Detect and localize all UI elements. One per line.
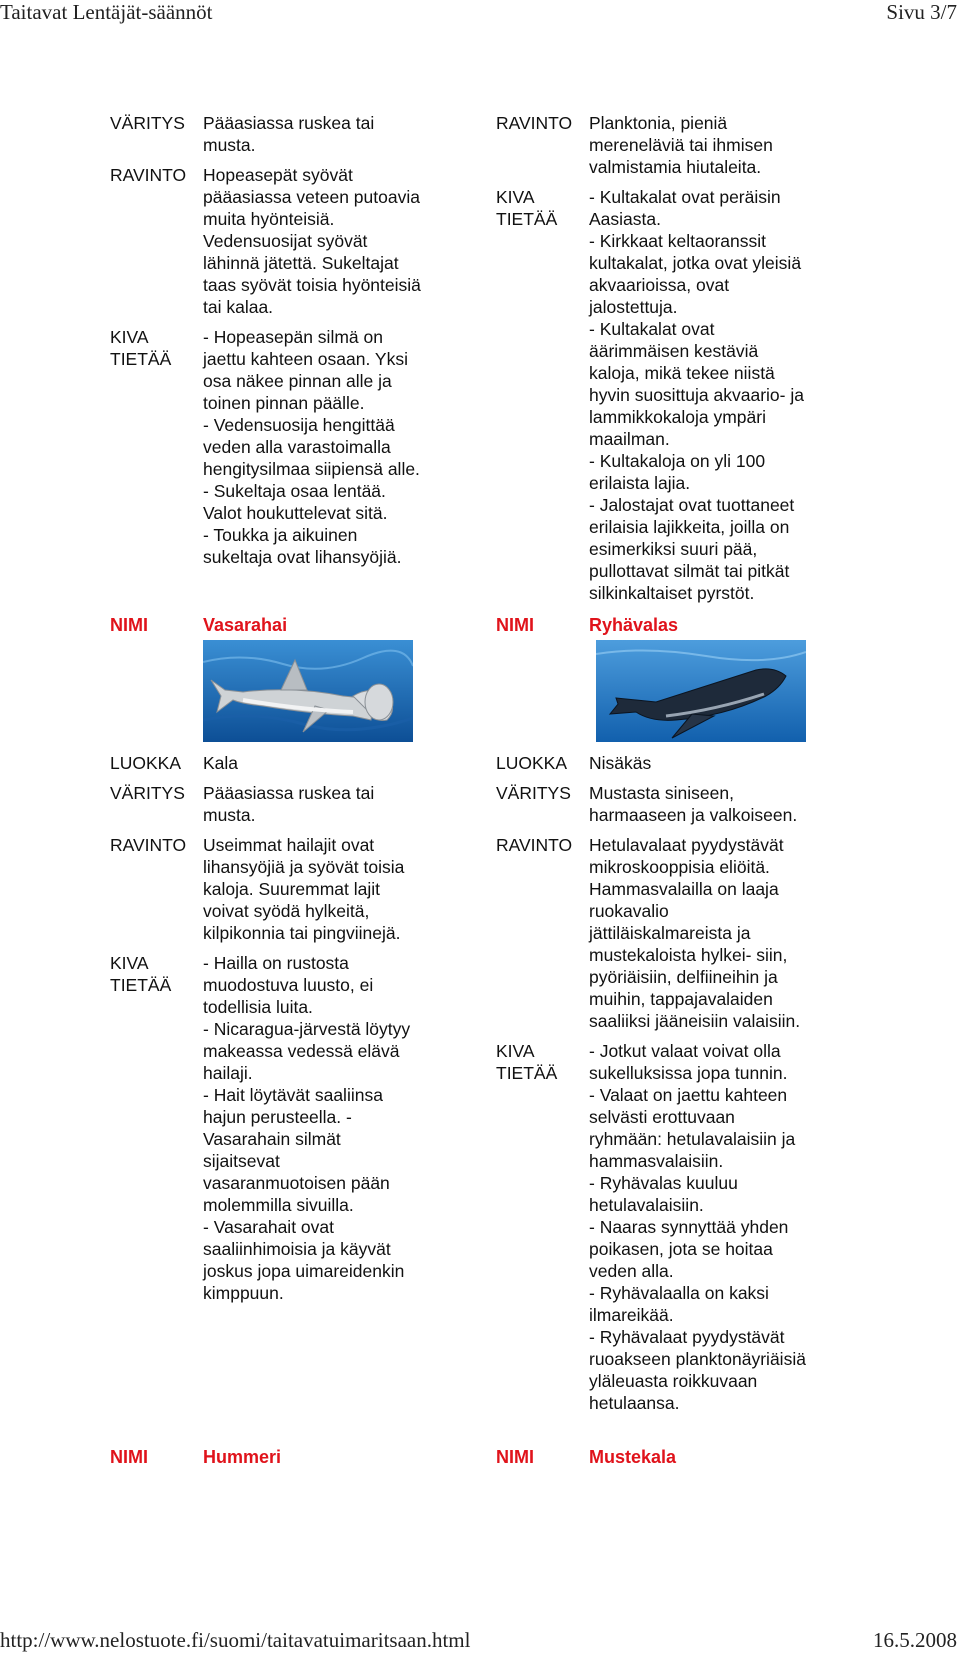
hammerhead-shark-image [203,640,413,742]
facts-label: KIVA TIETÄÄ [496,187,558,229]
print-date: 16.5.2008 [873,1628,957,1652]
class-value: Kala [203,753,239,773]
color-value: Mustasta siniseen, harmaaseen ja valkoiseen. [589,783,798,825]
name-label: NIMI [496,1447,534,1467]
source-url: http://www.nelostuote.fi/suomi/taitavatuimaritsaan.html [0,1628,471,1652]
class-label: LUOKKA [496,753,567,773]
animal-name: Vasarahai [203,615,288,635]
color-label: VÄRITYS [110,113,185,133]
facts-value: - Kultakalat ovat peräisin Aasiasta. - Kirkkaat keltaoranssit kultakalat, jotka ovat yleisiä akvaarioissa, ovat jalostettuja. - Kultakalat ovat äärimmäisen kestäviä kaloja, mikä tekee niistä hyvin suosittuja akvaario- ja lammikkokaloja ympäri maailman. - Kultakaloja on yli 100 erilaista lajia. - Jalostajat ovat tuottaneet erilaisia lajikkeita, joilla on esimerkiksi suuri pää, pullottavat silmät tai pitkät silkinkaltaiset pyrstöt. [589,187,804,603]
top-right-entry [496,112,846,612]
food-value: Hopeasepät syövät pääasiassa veteen putoavia muita hyönteisiä. Vedensuosijat syövät lähinnä jätettä. Sukeltajat taas syövät toisia hyönteisiä tai kalaa. [203,165,421,317]
facts-label: KIVA TIETÄÄ [496,1041,558,1083]
food-value: Planktonia, pieniä mereneläviä tai ihmisen valmistamia hiutaleita. [589,113,773,177]
humpback-whale-image [596,640,806,742]
shark-name-row [110,615,287,636]
name-label: NIMI [110,1447,148,1467]
document-title: Taitavat Lentäjät-säännöt [0,0,213,24]
food-row [110,164,450,318]
food-label: RAVINTO [496,113,573,133]
page-number: Sivu 3/7 [886,0,957,24]
facts-value: - Hailla on rustosta muodostuva luusto, ei todellisia luita. - Nicaragua-järvestä löytyy makeassa vedessä elävä hailaji. - Hait löytävät saaliinsa hajun perusteella. - Vasarahain silmät sijaitsevat vasaranmuotoisen pään molemmilla sivuilla. - Vasarahait ovat saaliinhimoisia ja käyvät joskus jopa uimareidenkin kimppuun. [203,953,411,1303]
whale-details [496,752,846,1422]
facts-row [496,1040,846,1414]
color-label: VÄRITYS [110,783,185,803]
facts-value: - Jotkut valaat voivat olla sukelluksissa jopa tunnin. - Valaat on jaettu kahteen selvästi erottuvaan ryhmään: hetulavalaisiin ja hammasvalaisiin. - Ryhävalas kuuluu hetulavalaisiin. - Naaras synnyttää yhden poikasen, jota se hoitaa veden alla. - Ryhävalaalla on kaksi ilmareikää. - Ryhävalaat pyydystävät ruoakseen planktonäyriäisiä yläleuasta roikkuvaan hetulaansa. [589,1041,806,1413]
color-value: Pääasiassa ruskea tai musta. [203,783,375,825]
animal-name: Hummeri [203,1447,282,1467]
animal-name: Ryhävalas [589,615,679,635]
facts-value: - Hopeasepän silmä on jaettu kahteen osaan. Yksi osa näkee pinnan alle ja toinen pinnan päälle. - Vedensuosija hengittää veden alla varastoimalla hengitysilmaa siipiensä alle. - Sukeltaja osaa lentää. Valot houkuttelevat sitä. - Toukka ja aikuinen sukeltaja ovat lihansyöjiä. [203,327,420,567]
food-row [110,834,450,944]
color-row [110,112,450,156]
food-value: Hetulavalaat pyydystävät mikroskooppisia eliöitä. Hammasvalailla on laaja ruokavalio jättiläiskalmareista ja mustekaloista hylkei- siin, pyöriäisiin, delfiineihin ja muihin, tappajavalaiden saaliiksi jääneisiin valaisiin. [589,835,801,1031]
facts-row [110,326,450,568]
name-label: NIMI [496,615,534,635]
food-label: RAVINTO [110,835,187,855]
food-value: Useimmat hailajit ovat lihansyöjiä ja syövät toisia kaloja. Suuremmat lajit voivat syödä hylkeitä, kilpikonnia tai pingviinejä. [203,835,405,943]
lobster-name-row [110,1447,281,1468]
color-row [110,782,450,826]
facts-row [110,952,450,1304]
food-label: RAVINTO [110,165,187,185]
top-left-entry [110,112,450,576]
shark-details [110,752,450,1312]
name-label: NIMI [110,615,148,635]
whale-name-row [496,615,678,636]
facts-label: KIVA TIETÄÄ [110,327,172,369]
class-value: Nisäkäs [589,753,652,773]
class-row [110,752,450,774]
color-row [496,782,846,826]
facts-row [496,186,846,604]
food-row [496,834,846,1032]
facts-label: KIVA TIETÄÄ [110,953,172,995]
food-row [496,112,846,178]
color-value: Pääasiassa ruskea tai musta. [203,113,375,155]
color-label: VÄRITYS [496,783,571,803]
food-label: RAVINTO [496,835,573,855]
octopus-name-row [496,1447,676,1468]
class-row [496,752,846,774]
animal-name: Mustekala [589,1447,677,1467]
class-label: LUOKKA [110,753,181,773]
